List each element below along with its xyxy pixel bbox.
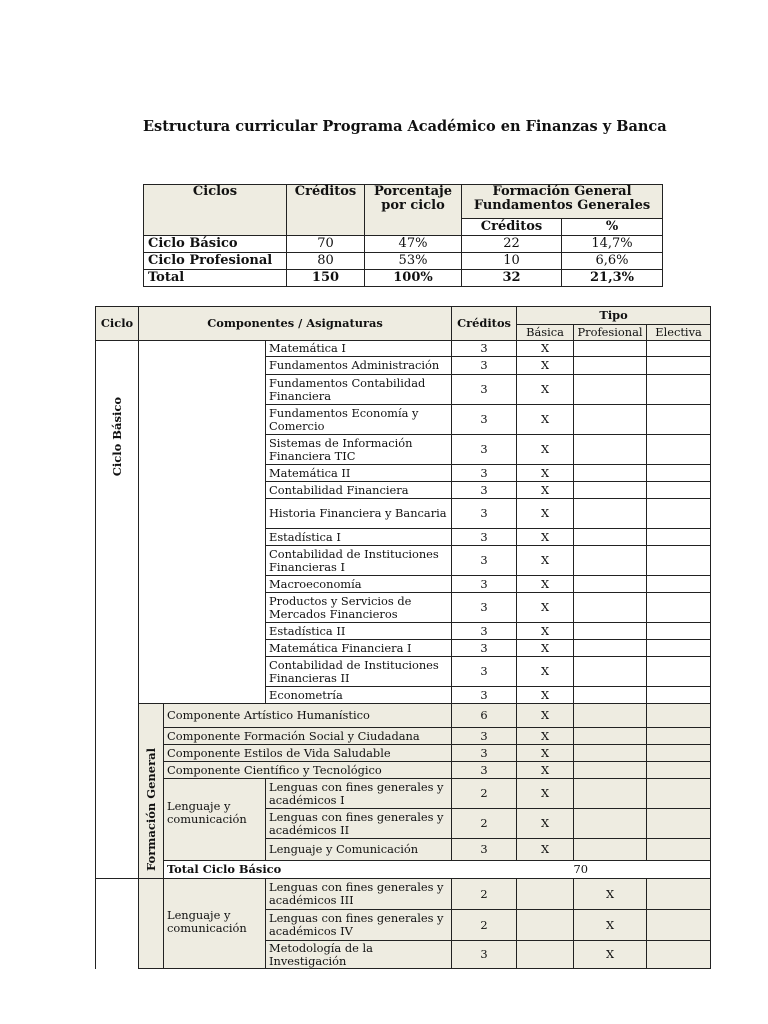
header-tipo: Tipo — [517, 307, 711, 325]
course-credits: 3 — [452, 593, 517, 623]
course-credits: 2 — [452, 809, 517, 839]
course-basica-mark: X — [517, 341, 574, 357]
table-row — [96, 745, 711, 762]
course-credits: 3 — [452, 405, 517, 435]
course-name: Contabilidad de Instituciones Financieras II — [266, 657, 452, 687]
document-title: Estructura curricular Programa Académico en Finanzas y Banca — [143, 118, 667, 135]
course-electiva-mark — [647, 341, 711, 357]
course-credits: 3 — [452, 941, 517, 969]
course-profesional-mark — [574, 809, 647, 839]
course-basica-mark: X — [517, 546, 574, 576]
course-basica-mark: X — [517, 357, 574, 375]
course-profesional-mark — [574, 465, 647, 482]
course-name: Macroeconomía — [266, 576, 452, 593]
course-credits: 3 — [452, 839, 517, 861]
course-profesional-mark — [574, 529, 647, 546]
summary-cell-creditos: 150 — [287, 270, 365, 287]
summary-header-porcentaje: Porcentaje por ciclo — [365, 185, 462, 236]
summary-row — [144, 236, 663, 253]
course-electiva-mark — [647, 435, 711, 465]
course-electiva-mark — [647, 593, 711, 623]
summary-cell-porcentaje: 100% — [365, 270, 462, 287]
component-electiva-mark — [647, 745, 711, 762]
course-basica-mark: X — [517, 687, 574, 704]
course-credits: 3 — [452, 435, 517, 465]
course-electiva-mark — [647, 779, 711, 809]
course-name: Matemática I — [266, 341, 452, 357]
total-ciclo-basico-row — [96, 861, 711, 879]
course-electiva-mark — [647, 640, 711, 657]
summary-cell-creditos: 80 — [287, 253, 365, 270]
course-electiva-mark — [647, 623, 711, 640]
ciclo-basico-label: Ciclo Básico — [109, 397, 124, 477]
course-basica-mark: X — [517, 779, 574, 809]
course-electiva-mark — [647, 839, 711, 861]
course-profesional-mark — [574, 341, 647, 357]
course-basica-mark: X — [517, 499, 574, 529]
component-name: Componente Formación Social y Ciudadana — [164, 728, 452, 745]
summary-cell-creditos: 70 — [287, 236, 365, 253]
component-credits: 3 — [452, 762, 517, 779]
course-electiva-mark — [647, 405, 711, 435]
summary-header-formacion: Formación General Fundamentos Generales — [462, 185, 663, 219]
course-credits: 2 — [452, 879, 517, 910]
course-profesional-mark — [574, 657, 647, 687]
course-profesional-mark — [574, 375, 647, 405]
course-profesional-mark: X — [574, 879, 647, 910]
course-credits: 3 — [452, 576, 517, 593]
course-basica-mark: X — [517, 405, 574, 435]
course-basica-mark: X — [517, 623, 574, 640]
course-name: Lenguaje y Comunicación — [266, 839, 452, 861]
curriculum-table — [95, 306, 711, 969]
empty-component-cell — [139, 341, 266, 704]
table-row — [96, 762, 711, 779]
course-basica-mark: X — [517, 593, 574, 623]
course-profesional-mark — [574, 640, 647, 657]
course-credits: 3 — [452, 341, 517, 357]
component-basica-mark: X — [517, 762, 574, 779]
course-profesional-mark — [574, 576, 647, 593]
component-profesional-mark — [574, 728, 647, 745]
course-profesional-mark — [574, 499, 647, 529]
summary-cell-ciclo: Ciclo Básico — [144, 236, 287, 253]
course-credits: 3 — [452, 357, 517, 375]
course-profesional-mark — [574, 687, 647, 704]
component-basica-mark: X — [517, 704, 574, 728]
formacion-general-cell-2 — [139, 879, 164, 969]
course-name: Sistemas de Información Financiera TIC — [266, 435, 452, 465]
header-creditos: Créditos — [452, 307, 517, 341]
course-basica-mark: X — [517, 435, 574, 465]
table-row — [96, 704, 711, 728]
course-electiva-mark — [647, 375, 711, 405]
course-name: Lenguas con fines generales y académicos III — [266, 879, 452, 910]
course-basica-mark: X — [517, 839, 574, 861]
course-electiva-mark — [647, 576, 711, 593]
summary-cell-ciclo: Total — [144, 270, 287, 287]
course-name: Contabilidad de Instituciones Financieras I — [266, 546, 452, 576]
course-profesional-mark — [574, 405, 647, 435]
summary-cell-porcentaje: 53% — [365, 253, 462, 270]
ciclo-profesional-cell — [96, 879, 139, 969]
course-electiva-mark — [647, 499, 711, 529]
header-electiva: Electiva — [647, 325, 711, 341]
course-credits: 3 — [452, 640, 517, 657]
component-name: Componente Artístico Humanístico — [164, 704, 452, 728]
course-electiva-mark — [647, 465, 711, 482]
formacion-general-cell — [139, 704, 164, 879]
course-basica-mark — [517, 910, 574, 941]
component-credits: 3 — [452, 728, 517, 745]
component-electiva-mark — [647, 704, 711, 728]
course-name: Estadística I — [266, 529, 452, 546]
course-credits: 3 — [452, 623, 517, 640]
summary-subheader-pct: % — [562, 219, 663, 236]
course-profesional-mark: X — [574, 910, 647, 941]
course-basica-mark: X — [517, 482, 574, 499]
summary-cell-porcentaje: 47% — [365, 236, 462, 253]
course-name: Lenguas con fines generales y académicos IV — [266, 910, 452, 941]
course-name: Fundamentos Contabilidad Financiera — [266, 375, 452, 405]
course-credits: 3 — [452, 529, 517, 546]
course-name: Matemática II — [266, 465, 452, 482]
summary-subheader-creditos: Créditos — [462, 219, 562, 236]
course-electiva-mark — [647, 910, 711, 941]
component-basica-mark: X — [517, 745, 574, 762]
course-name: Historia Financiera y Bancaria — [266, 499, 452, 529]
course-electiva-mark — [647, 657, 711, 687]
summary-row — [144, 253, 663, 270]
course-name: Estadística II — [266, 623, 452, 640]
course-electiva-mark — [647, 529, 711, 546]
table-row — [96, 728, 711, 745]
course-credits: 3 — [452, 465, 517, 482]
table-row — [96, 779, 711, 809]
course-credits: 2 — [452, 779, 517, 809]
course-name: Fundamentos Economía y Comercio — [266, 405, 452, 435]
course-credits: 3 — [452, 687, 517, 704]
summary-header-creditos: Créditos — [287, 185, 365, 236]
total-basico-label: Total Ciclo Básico — [164, 861, 452, 879]
course-name: Lenguas con fines generales y académicos I — [266, 779, 452, 809]
summary-cell-fg-creditos: 32 — [462, 270, 562, 287]
course-basica-mark: X — [517, 640, 574, 657]
course-profesional-mark — [574, 623, 647, 640]
summary-table — [143, 184, 663, 287]
course-basica-mark: X — [517, 529, 574, 546]
course-credits: 2 — [452, 910, 517, 941]
course-basica-mark — [517, 879, 574, 910]
course-profesional-mark — [574, 357, 647, 375]
course-credits: 3 — [452, 546, 517, 576]
table-row — [96, 341, 711, 357]
course-profesional-mark — [574, 593, 647, 623]
component-profesional-mark — [574, 762, 647, 779]
course-electiva-mark — [647, 546, 711, 576]
component-credits: 6 — [452, 704, 517, 728]
course-basica-mark: X — [517, 809, 574, 839]
course-name: Fundamentos Administración — [266, 357, 452, 375]
course-name: Productos y Servicios de Mercados Financieros — [266, 593, 452, 623]
header-componentes: Componentes / Asignaturas — [139, 307, 452, 341]
course-electiva-mark — [647, 941, 711, 969]
formacion-general-label: Formación General — [143, 748, 158, 871]
course-basica-mark — [517, 941, 574, 969]
course-electiva-mark — [647, 357, 711, 375]
course-profesional-mark — [574, 546, 647, 576]
course-credits: 3 — [452, 499, 517, 529]
course-name: Lenguas con fines generales y académicos II — [266, 809, 452, 839]
component-name: Componente Científico y Tecnológico — [164, 762, 452, 779]
summary-total-row — [144, 270, 663, 287]
header-ciclo: Ciclo — [96, 307, 139, 341]
course-basica-mark: X — [517, 465, 574, 482]
course-profesional-mark — [574, 779, 647, 809]
course-name: Contabilidad Financiera — [266, 482, 452, 499]
summary-cell-fg-creditos: 22 — [462, 236, 562, 253]
ciclo-basico-cell — [96, 341, 139, 879]
course-credits: 3 — [452, 482, 517, 499]
course-profesional-mark — [574, 839, 647, 861]
course-electiva-mark — [647, 687, 711, 704]
total-basico-value: 70 — [452, 861, 711, 879]
course-name: Matemática Financiera I — [266, 640, 452, 657]
component-profesional-mark — [574, 745, 647, 762]
course-name: Econometría — [266, 687, 452, 704]
summary-cell-fg-pct: 6,6% — [562, 253, 663, 270]
component-electiva-mark — [647, 762, 711, 779]
summary-cell-fg-pct: 21,3% — [562, 270, 663, 287]
course-credits: 3 — [452, 657, 517, 687]
course-profesional-mark — [574, 482, 647, 499]
course-basica-mark: X — [517, 375, 574, 405]
course-credits: 3 — [452, 375, 517, 405]
component-credits: 3 — [452, 745, 517, 762]
summary-cell-fg-pct: 14,7% — [562, 236, 663, 253]
component-name: Componente Estilos de Vida Saludable — [164, 745, 452, 762]
lenguaje-group-label: Lenguaje y comunicación — [164, 779, 266, 861]
header-profesional: Profesional — [574, 325, 647, 341]
component-profesional-mark — [574, 704, 647, 728]
component-electiva-mark — [647, 728, 711, 745]
course-name: Metodología de la Investigación — [266, 941, 452, 969]
course-basica-mark: X — [517, 657, 574, 687]
course-profesional-mark — [574, 435, 647, 465]
course-electiva-mark — [647, 879, 711, 910]
table-row — [96, 879, 711, 910]
course-profesional-mark: X — [574, 941, 647, 969]
summary-cell-fg-creditos: 10 — [462, 253, 562, 270]
course-electiva-mark — [647, 482, 711, 499]
header-basica: Básica — [517, 325, 574, 341]
course-electiva-mark — [647, 809, 711, 839]
course-basica-mark: X — [517, 576, 574, 593]
component-basica-mark: X — [517, 728, 574, 745]
lenguaje-group-label: Lenguaje y comunicación — [164, 879, 266, 969]
summary-header-ciclos: Ciclos — [144, 185, 287, 236]
summary-cell-ciclo: Ciclo Profesional — [144, 253, 287, 270]
